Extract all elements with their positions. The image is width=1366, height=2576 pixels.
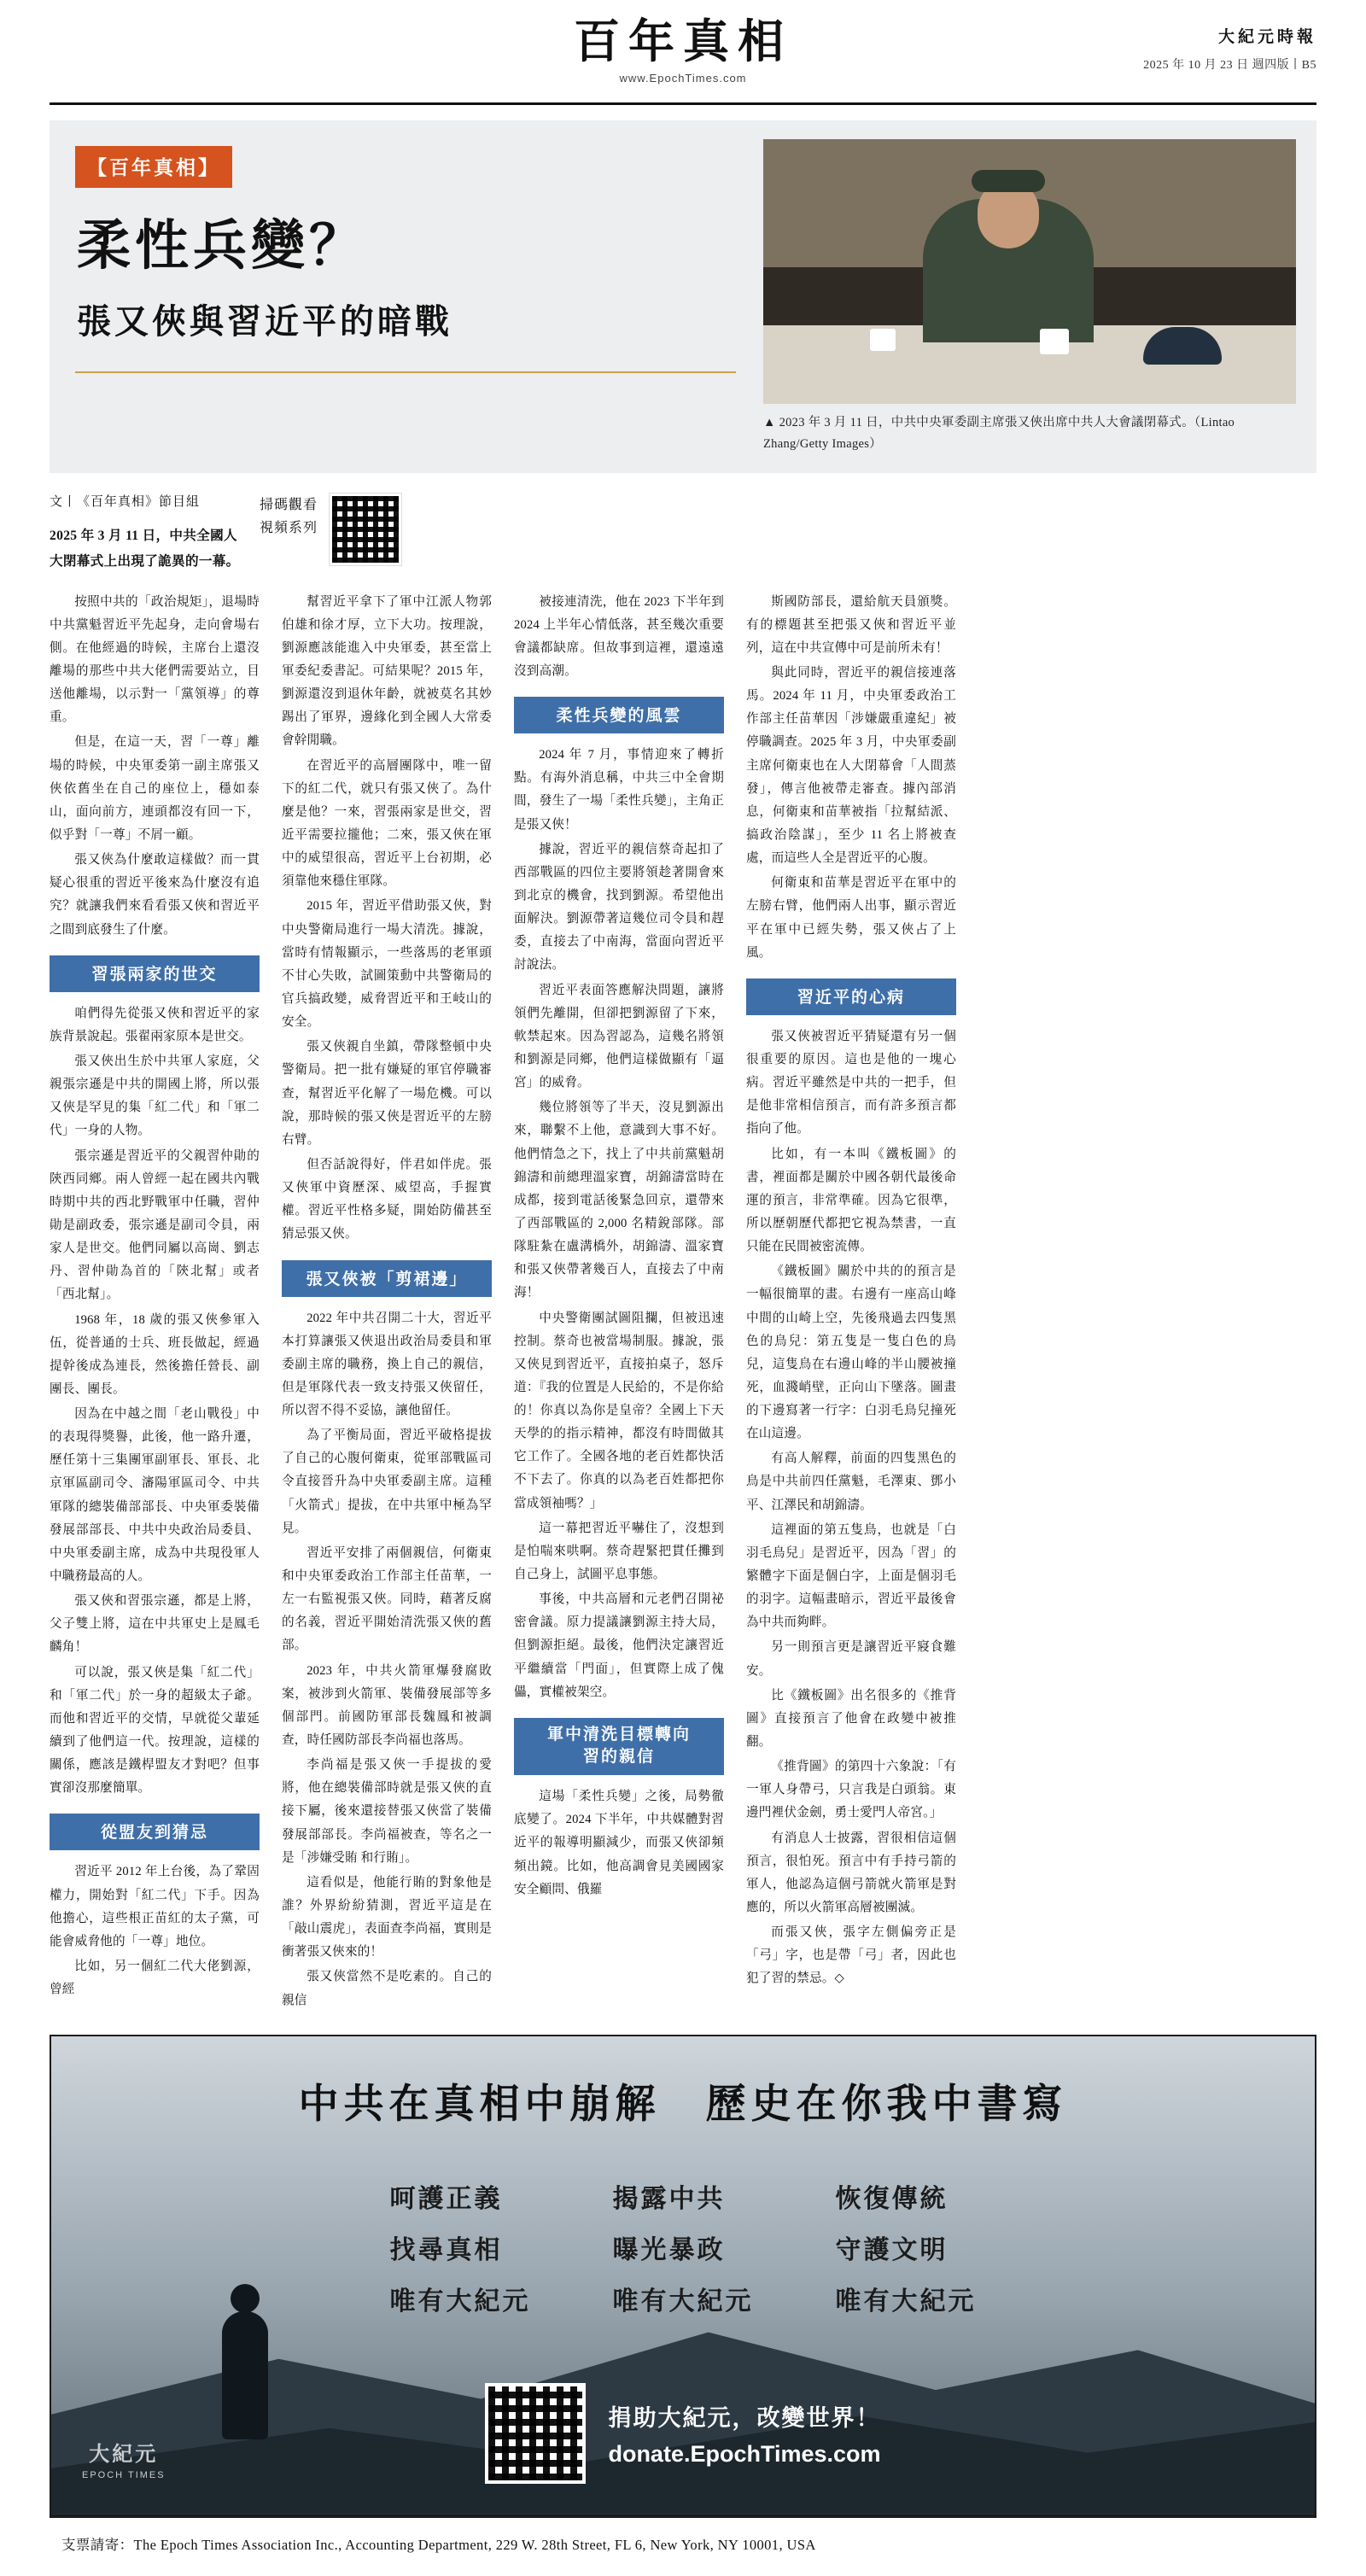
column-1 bbox=[50, 591, 260, 2012]
column-3 bbox=[514, 591, 724, 2012]
subheadline: 張又俠與習近平的暗戰 bbox=[77, 302, 452, 342]
publication-brand: 大紀元時報 bbox=[1217, 28, 1316, 46]
paragraph: 比如，另一個紅二代大佬劉源，曾經 bbox=[50, 1960, 260, 1997]
paragraph: 幫習近平拿下了軍中江派人物郭伯雄和徐才厚，立下大功。按理說，劉源應該能進入中央軍委，甚至當上軍委紀委書記。可結果呢？2015 年，劉源還沒到退休年齡，就被莫名其妙踢出了軍界，邊緣化到全國人大常委會幹閒職。 bbox=[282, 594, 492, 748]
qr-label-line2: 視頻系列 bbox=[260, 520, 318, 535]
ad-slogan-column-3 bbox=[836, 2174, 977, 2328]
paragraph: 因為在中越之間「老山戰役」中的表現得獎譽，此後，他一路升遷，歷任第十三集團軍副軍長、軍長、北京軍區副司令、瀋陽軍區司令、中共軍隊的總裝備部部長、中央軍委裝備發展部部長、中共中央政治局委員、中央軍委副主席，成為中共現役軍人中職務最高的人。 bbox=[50, 1407, 260, 1584]
paragraph: 《推背圖》的第四十六象說：「有一軍人身帶弓，只言我是白頭翁。東邊門裡伏金劍，勇士愛門人帝宮。」 bbox=[746, 1760, 956, 1820]
section-heading-purge-line1: 軍中清洗目標轉向 bbox=[546, 1725, 691, 1744]
page-title: 百年真相 bbox=[574, 14, 792, 68]
paragraph: 這場「柔性兵變」之後，局勢徹底變了。2024 下半年，中共媒體對習近平的報導明顯減少，而張又俠卻頻頻出鏡。比如，他高調會見美國國家安全顧問、俄羅 bbox=[514, 1790, 724, 1896]
paragraph: 事後，中共高層和元老們召開祕密會議。原力提議讓劉源主持大局，但劉源拒絕。最後，他們決定讓習近平繼續當「門面」，但實際上成了傀儡，實權被架空。 bbox=[514, 1592, 724, 1699]
paragraph: 何衛東和苗華是習近平在軍中的左膀右臂，他們兩人出事，顯示習近平在軍中已經失勢，張又俠占了上風。 bbox=[746, 876, 956, 960]
paragraph: 張又俠親自坐鎮，帶隊整頓中央警衛局。把一批有嫌疑的軍官停職審查，幫習近平化解了一場危機。可以說，那時候的張又俠是習近平的左膀右臂。 bbox=[282, 1040, 492, 1147]
paragraph: 但否話說得好，伴君如伴虎。張又俠軍中資歷深、威望高，手握實權。習近平性格多疑，開始防備甚至猜忌張又俠。 bbox=[282, 1157, 492, 1241]
paragraph: 可以說，張又俠是集「紅二代」和「軍二代」於一身的超級太子爺。而他和習近平的交情，早就從父輩延續到了他們這一代。按理說，這樣的關係，應該是鐵桿盟友才對吧？但事實卻沒那麼簡單。 bbox=[50, 1665, 260, 1796]
paragraph: 張又俠出生於中共軍人家庭，父親張宗遜是中共的開國上將，所以張又俠是罕見的集「紅二代」和「軍二代」一身的人物。 bbox=[50, 1054, 260, 1138]
ad-slogan-line: 曝光暴政 bbox=[612, 2235, 726, 2264]
hero-divider bbox=[75, 371, 736, 373]
masthead-center bbox=[574, 14, 792, 85]
ad-slogan-grid bbox=[51, 2174, 1315, 2328]
hero-photo-block bbox=[744, 139, 1296, 456]
ad-slogan-line: 唯有大紀元 bbox=[835, 2287, 977, 2316]
ad-slogan-column-2 bbox=[613, 2174, 754, 2328]
paragraph: 中央警衛團試圖阻攔，但被迅速控制。蔡奇也被當場制服。據說，張又俠見到習近平，直接拍桌子，怒斥道：『我的位置是人民給的，不是你給的！你真以為你是皇帝？全國上下天天學的的指示精神，都沒有時間做其它工作了。全國各地的老百姓都快活不下去了。你真的以為老百姓都把你當成領袖嗎？」 bbox=[514, 1311, 724, 1510]
paragraph: 張又俠被習近平猜疑還有另一個很重要的原因。這也是他的一塊心病。習近平雖然是中共的一把手，但是他非常相信預言，而有許多預言都指向了他。 bbox=[746, 1029, 956, 1136]
ad-slogan-line: 守護文明 bbox=[835, 2235, 949, 2264]
section-heading-heart-disease: 習近平的心病 bbox=[746, 978, 956, 1015]
paragraph: 習近平表面答應解決問題，讓將領們先離開，但卻把劉源留了下來，軟禁起來。因為習認為，這幾名將領和劉源是同鄉，他們這樣做顯有「逼宮」的威脅。 bbox=[514, 983, 724, 1090]
paragraph: 據說，習近平的親信蔡奇起扣了西部戰區的四位主要將領趁著開會來到北京的機會，找到劉源。希望他出面解決。劉源帶著這幾位司令員和趕委，直接去了中南海，當面向習近平討說法。 bbox=[514, 842, 724, 973]
paragraph: 這看似是，他能行賄的對象他是誰？外界紛紛猜測，習近平這是在「敲山震虎」，表面查李尚福，實則是衝著張又俠來的！ bbox=[282, 1875, 492, 1960]
ad-slogan-line: 唯有大紀元 bbox=[389, 2287, 531, 2316]
donate-text bbox=[608, 2399, 880, 2468]
payment-address-note: 支票請寄：The Epoch Times Association Inc., Accounting Department, 229 W. 28th Street, FL 6, New York, NY 10001, USA bbox=[50, 2516, 1316, 2576]
dateline: 2025 年 10 月 23 日 週四版丨B5 bbox=[1143, 59, 1316, 72]
paragraph: 為了平衡局面，習近平破格提拔了自己的心腹何衛東，從軍部戰區司令直接晉升為中央軍委副主席。這種「火箭式」提拔，在中共軍中極為罕見。 bbox=[282, 1428, 492, 1535]
section-heading-shijiao: 習張兩家的世交 bbox=[50, 955, 260, 992]
paragraph: 1968 年，18 歲的張又俠參軍入伍，從普通的士兵、班長做起，經過提幹後成為連長，然後擔任營長、副團長、團長。 bbox=[50, 1312, 260, 1396]
paragraph: 有消息人士披露，習很相信這個預言，很怕死。預言中有手持弓箭的軍人，他認為這個弓箭就火箭軍是對應的，所以火箭軍高層被團滅。 bbox=[746, 1831, 956, 1915]
paragraph: 張又俠當然不是吃素的。自己的親信 bbox=[282, 1970, 492, 2007]
paragraph: 有高人解釋，前面的四隻黑色的鳥是中共前四任黨魁，毛澤東、鄧小平、江澤民和胡錦濤。 bbox=[746, 1452, 956, 1512]
advertisement-banner[interactable] bbox=[50, 2035, 1316, 2516]
byline-column bbox=[50, 492, 260, 575]
paragraph: 這裡面的第五隻鳥，也就是「白羽毛鳥兒」是習近平，因為「習」的繁體字下面是個白字，上面是個羽毛的羽字。這幅畫暗示，習近平最後會為中共而夠畔。 bbox=[746, 1522, 956, 1630]
photo-teacup-2 bbox=[870, 329, 896, 351]
paragraph: 而張又俠，張字左側偏旁正是「弓」字，也是帶「弓」者，因此也犯了習的禁忌。◇ bbox=[746, 1925, 956, 1986]
byline-row bbox=[50, 492, 1316, 575]
paragraph: 比《鐵板圖》出名很多的《推背圖》直接預言了他會在政變中被推翻。 bbox=[746, 1688, 956, 1749]
paragraph: 斯國防部長，還給航天員頒獎。有的標題甚至把張又俠和習近平並列，這在中共宣傳中可是前所未有！ bbox=[746, 594, 956, 655]
paragraph: 張宗遜是習近平的父親習仲勛的陝西同鄉。兩人曾經一起在國共內戰時期中共的西北野戰軍中任職，習仲勛是副政委，張宗遜是副司令員，兩家人是世交。他們同屬以高崗、劉志丹、習仲勛為首的「陝北幫」或者「西北幫」。 bbox=[50, 1148, 260, 1302]
paragraph: 李尚福是張又俠一手提拔的愛將，他在總裝備部時就是張又俠的直接下屬，後來還接替張又俠當了裝備發展部部長。李尚福被查，等名之一是「涉嫌受賄 和行賄」。 bbox=[282, 1758, 492, 1865]
section-heading-purge-line2: 習的親信 bbox=[582, 1747, 655, 1766]
ad-slogan-column-1 bbox=[390, 2174, 531, 2328]
photo-figure-hair bbox=[972, 170, 1045, 192]
article-columns bbox=[50, 591, 1316, 2012]
paragraph: 這一幕把習近平嚇住了，沒想到是怕喘來哄啊。蔡奇趕緊把貫任攤到自己身上，試圖平息事態。 bbox=[514, 1521, 724, 1582]
ad-slogan-line: 唯有大紀元 bbox=[612, 2287, 754, 2316]
paragraph: 2024 年 7 月，事情迎來了轉折點。有海外消息稱，中共三中全會期間，發生了一場「柔性兵變」，主角正是張又俠！ bbox=[514, 748, 724, 832]
ad-donate-row bbox=[51, 2383, 1315, 2484]
qr-code-video[interactable] bbox=[330, 494, 401, 565]
paragraph: 幾位將領等了半天，沒見劉源出來，聯繫不上他，意識到大事不好。他們情急之下，找上了中共前黨魁胡錦濤和前總理溫家寶，胡錦濤當時在成都，接到電話後緊急回京，還帶來了西部戰區的 2,000 名精銳部隊。部隊駐紮在盧溝橋外，胡錦濤、溫家寶和張又俠帶著幾百人，直接去了中南海！ bbox=[514, 1101, 724, 1300]
photo-caption: ▲ 2023 年 3 月 11 日，中共中央軍委副主席張又俠出席中共人大會議閉幕式。（Lintao Zhang/Getty Images） bbox=[763, 416, 1235, 452]
paragraph: 張又俠為什麼敢這樣做？而一貫疑心很重的習近平後來為什麼沒有追究？就讓我們來看看張又俠和習近平之間到底發生了什麼。 bbox=[50, 853, 260, 937]
paragraph: 2015 年，習近平借助張又俠，對中央警衛局進行一場大清洗。據說，當時有情報顯示，一些落馬的老軍頭不甘心失敗，試圖策動中共警衛局的官兵搞政變，威脅習近平和王岐山的安全。 bbox=[282, 899, 492, 1030]
masthead bbox=[50, 0, 1316, 105]
section-heading-purge bbox=[514, 1718, 724, 1775]
ad-slogan-line: 揭露中共 bbox=[612, 2184, 726, 2213]
masthead-website: www.EpochTimes.com bbox=[619, 72, 747, 85]
qr-label bbox=[260, 494, 318, 540]
paragraph: 張又俠和習張宗遜，都是上將，父子雙上將，這在中共軍史上是鳳毛麟角！ bbox=[50, 1594, 260, 1655]
ad-slogan-line: 呵護正義 bbox=[389, 2184, 503, 2213]
paragraph: 習近平 2012 年上台後，為了鞏固權力，開始對「紅二代」下手。因為他擔心，這些根正苗紅的太子黨，可能會威脅他的「一尊」地位。 bbox=[50, 1865, 260, 1948]
logo-english: EPOCH TIMES bbox=[82, 2469, 166, 2480]
column-4 bbox=[746, 591, 956, 2012]
qr-label-line1: 掃碼觀看 bbox=[260, 497, 318, 512]
kicker-badge: 【百年真相】 bbox=[75, 146, 232, 188]
section-heading-soft-coup: 柔性兵變的風雲 bbox=[514, 697, 724, 733]
paragraph: 2022 年中共召開二十大，習近平本打算讓張又俠退出政治局委員和軍委副主席的職務，換上自己的親信，但是軍隊代表一致支持張又俠留任，所以習不得不妥協，讓他留任。 bbox=[282, 1311, 492, 1418]
paragraph: 2023 年，中共火箭軍爆發腐敗案，被涉到火箭軍、裝備發展部等多個部門。前國防軍部長魏鳳和被調查，時任國防部長李尚福也落馬。 bbox=[282, 1663, 492, 1748]
hero-text bbox=[70, 139, 744, 456]
ad-title: 中共在真相中崩解 歷史在你我中書寫 bbox=[298, 2082, 1068, 2127]
lead-paragraph: 2025 年 3 月 11 日，中共全國人大閉幕式上出現了詭異的一幕。 bbox=[50, 528, 240, 570]
paragraph: 與此同時，習近平的親信接連落馬。2024 年 11 月，中央軍委政治工作部主任苗華因「涉嫌嚴重違紀」被停職調查。2025 年 3 月，中央軍委副主席何衛東也在人大閉幕會「人間蒸發」，傳言他被帶走審查。據內部消息，何衛東和苗華被指「拉幫結派、搞政治陰謀」，至少 11 名上將被查處，而這些人全是習近平的心腹。 bbox=[746, 665, 956, 866]
donate-url[interactable]: donate.EpochTimes.com bbox=[608, 2440, 881, 2467]
ad-slogan-line: 恢復傳統 bbox=[835, 2184, 949, 2213]
paragraph: 按照中共的「政治規矩」，退場時中共黨魁習近平先起身，走向會場右側。在他經過的時候，主席台上還沒離場的那些中共大佬們需要站立，目送他離場，以示對一「黨領導」的尊重。 bbox=[50, 594, 260, 725]
qr-code-donate[interactable] bbox=[485, 2383, 586, 2484]
headline: 柔性兵變？ bbox=[77, 216, 367, 276]
paragraph: 比如，有一本叫《鐵板圖》的書，裡面都是關於中國各朝代最後命運的預言，非常準確。因為它很準，所以歷朝歷代都把它視為禁書，一直只能在民間被密流傳。 bbox=[746, 1147, 956, 1254]
paragraph: 在習近平的高層團隊中，唯一留下的紅二代，就只有張又俠了。為什麼是他？一來，習張兩家是世交，習近平需要拉攏他；二來，張又俠在軍中的威望很高，習近平上台初期，必須靠他來穩住軍隊。 bbox=[282, 758, 492, 889]
photo-teacup bbox=[1040, 329, 1069, 354]
donate-headline: 捐助大紀元，改變世界！ bbox=[608, 2404, 881, 2431]
section-heading-suspicion: 從盟友到猜忌 bbox=[50, 1814, 260, 1850]
byline-credit: 文丨《百年真相》節目組 bbox=[50, 494, 201, 509]
paragraph: 咱們得先從張又俠和習近平的家族背景說起。張翟兩家原本是世交。 bbox=[50, 1006, 260, 1043]
article-photo bbox=[763, 139, 1296, 404]
ad-slogan-line: 找尋真相 bbox=[389, 2235, 503, 2264]
qr-block bbox=[260, 492, 470, 575]
paragraph: 習近平安排了兩個親信，何衛東和中央軍委政治工作部主任苗華，一左一右監視張又俠。同時，藉著反腐的名義，習近平開始清洗張又俠的舊部。 bbox=[282, 1545, 492, 1653]
column-2 bbox=[282, 591, 492, 2012]
masthead-right bbox=[1143, 24, 1316, 73]
logo-chinese: 大紀元 bbox=[89, 2443, 159, 2466]
hero-block bbox=[50, 120, 1316, 473]
paragraph: 另一則預言更是讓習近平寢食難安。 bbox=[746, 1640, 956, 1678]
section-heading-cut: 張又俠被「剪裙邊」 bbox=[282, 1260, 492, 1297]
paragraph: 《鐵板圖》關於中共的的預言是一幅很簡單的畫。右邊有一座高山峰中間的山崎上空，先後飛過去四隻黑色的鳥兒：第五隻是一隻白色的鳥兒，這隻鳥在右邊山峰的半山腰被撞死，血濺峭壁，正向山下墜落。圖畫的下邊寫著一行字：白羽毛鳥兒撞死在山這邊。 bbox=[746, 1265, 956, 1441]
paragraph: 被接連清洗，他在 2023 下半年到 2024 上半年心情低落，甚至幾次重要會議都缺席。但故事到這裡，還遠遠沒到高潮。 bbox=[514, 594, 724, 678]
paragraph: 但是，在這一天，習「一尊」離場的時候，中央軍委第一副主席張又俠依舊坐在自己的座位上，穩如泰山，面向前方，連頭都沒有回一下，似乎對「一尊」不屑一顧。 bbox=[50, 735, 260, 842]
